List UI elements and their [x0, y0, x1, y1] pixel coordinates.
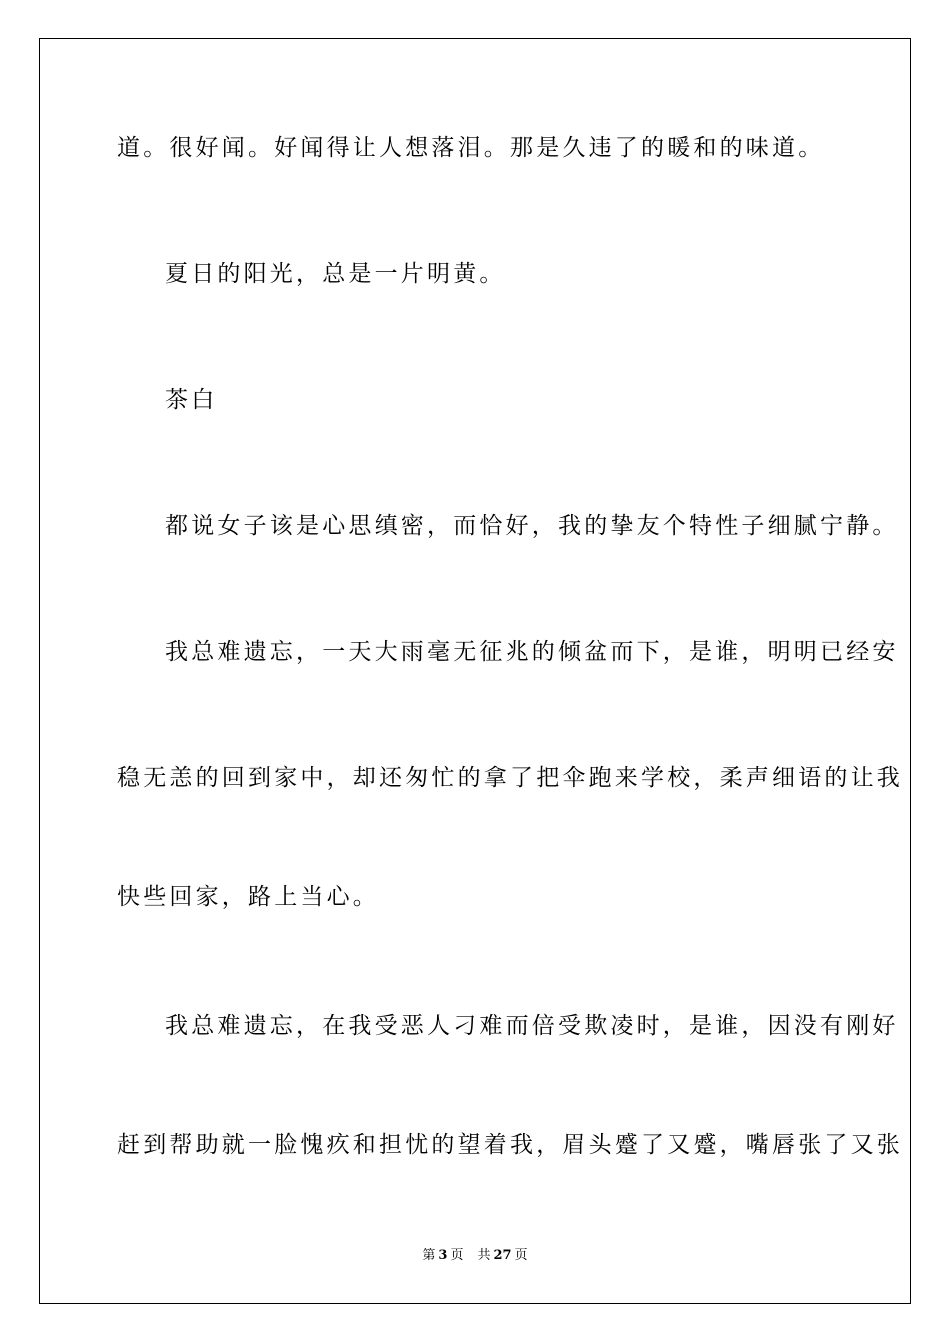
footer-page-suffix: 页: [450, 1248, 464, 1263]
text-line-9: 赶到帮助就一脸愧疚和担忧的望着我，眉头蹙了又蹙，嘴唇张了又张: [117, 1132, 903, 1158]
footer-page-prefix: 第: [422, 1248, 436, 1263]
text-line-7: 快些回家，路上当心。: [117, 884, 379, 910]
text-line-6: 稳无恙的回到家中，却还匆忙的拿了把伞跑来学校，柔声细语的让我: [117, 765, 903, 791]
footer-total-prefix: 共: [477, 1248, 491, 1263]
text-line-2: 夏日的阳光，总是一片明黄。: [165, 261, 506, 287]
text-line-4: 都说女子该是心思缜密，而恰好，我的挚友个特性子细腻宁静。: [165, 513, 899, 539]
text-line-1: 道。很好闻。好闻得让人想落泪。那是久违了的暖和的味道。: [117, 135, 825, 161]
footer-total-number: 27: [493, 1248, 512, 1263]
text-line-8: 我总难遗忘，在我受恶人刁难而倍受欺凌时，是谁，因没有刚好: [165, 1013, 899, 1039]
text-line-3: 茶白: [165, 387, 218, 413]
text-line-5: 我总难遗忘，一天大雨毫无征兆的倾盆而下，是谁，明明已经安: [165, 639, 899, 665]
page-footer: [0, 1247, 950, 1265]
footer-page-number: 3: [438, 1248, 448, 1263]
page-border: [39, 38, 911, 1304]
footer-total-suffix: 页: [514, 1248, 528, 1263]
